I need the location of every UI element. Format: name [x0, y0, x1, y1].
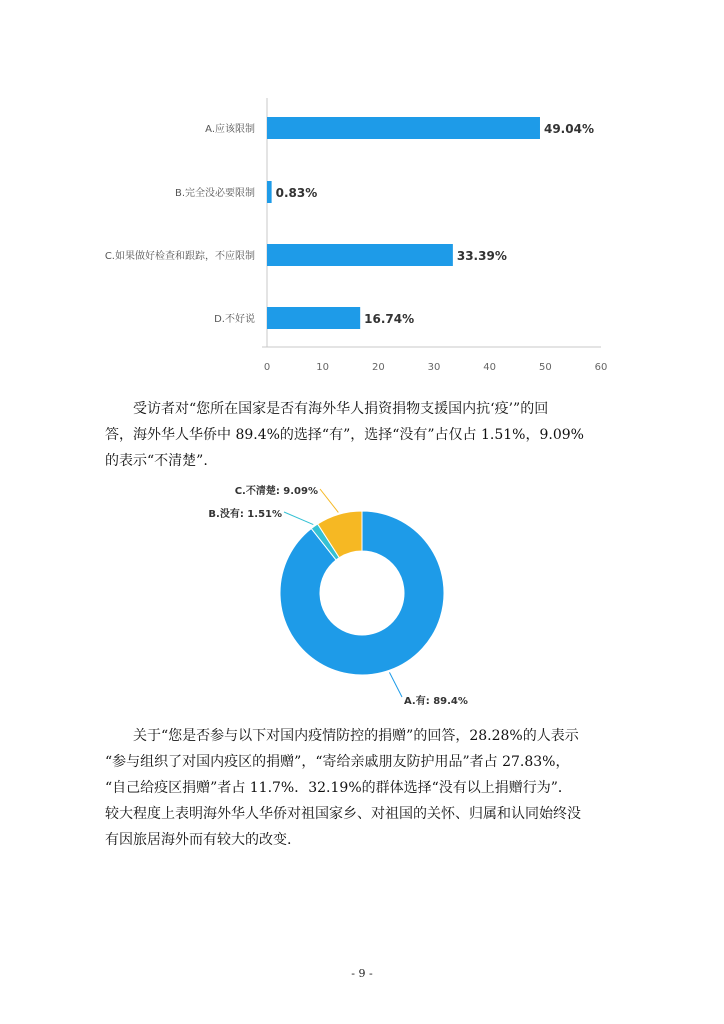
donut-chart [0, 475, 724, 715]
bar-value-label: 16.74% [364, 312, 415, 326]
slice-label: A.有: 89.4% [404, 696, 468, 707]
bar-chart [0, 0, 724, 390]
bar [267, 117, 540, 139]
x-tick-label: 40 [483, 362, 497, 373]
slice-label: C.不清楚: 9.09% [234, 486, 318, 497]
bar [267, 307, 360, 329]
category-label: A.应该限制 [205, 124, 255, 135]
x-tick-label: 0 [263, 362, 271, 373]
paragraph-line: 受访者对“您所在国家是否有海外华人捐资捐物支援国内抗‘疫’”的回 [105, 401, 549, 417]
x-tick-label: 20 [371, 362, 385, 373]
x-tick-label: 30 [427, 362, 441, 373]
paragraph-line: 关于“您是否参与以下对国内疫情防控的捐赠”的回答，28.28%的人表示 [105, 728, 579, 744]
leader-line [389, 672, 402, 697]
bar-value-label: 49.04% [543, 122, 594, 136]
paragraph-donation-participation [105, 723, 619, 853]
category-label: C.如果做好检查和跟踪，不应限制 [104, 251, 255, 262]
leader-line [284, 512, 313, 525]
x-tick-label: 10 [316, 362, 330, 373]
paragraph-line: 有因旅居海外而有较大的改变. [105, 832, 292, 848]
category-label: B.完全没必要限制 [174, 188, 255, 199]
bar-value-label: 0.83% [275, 186, 318, 200]
leader-line [320, 489, 338, 512]
paragraph-line: “参与组织了对国内疫区的捐赠”，“寄给亲戚朋友防护用品”者占 27.83%， [105, 754, 570, 770]
paragraph-donation-support [105, 396, 619, 474]
paragraph-line: 较大程度上表明海外华人华侨对祖国家乡、对祖国的关怀、归属和认同始终没 [105, 806, 581, 822]
bar [267, 244, 453, 266]
bar-value-label: 33.39% [456, 249, 507, 263]
x-tick-label: 50 [538, 362, 552, 373]
bar [267, 181, 272, 203]
paragraph-line: 答，海外华人华侨中 89.4%的选择“有”，选择“没有”占仅占 1.51%，9.09% [105, 427, 584, 443]
category-label: D.不好说 [214, 314, 255, 325]
x-tick-label: 60 [594, 362, 608, 373]
page-number: - 9 - [351, 967, 373, 980]
paragraph-line: 的表示“不清楚”. [105, 453, 208, 469]
slice-label: B.没有: 1.51% [208, 509, 282, 520]
paragraph-line: “自己给疫区捐赠”者占 11.7%．32.19%的群体选择“没有以上捐赠行为”． [105, 780, 572, 796]
